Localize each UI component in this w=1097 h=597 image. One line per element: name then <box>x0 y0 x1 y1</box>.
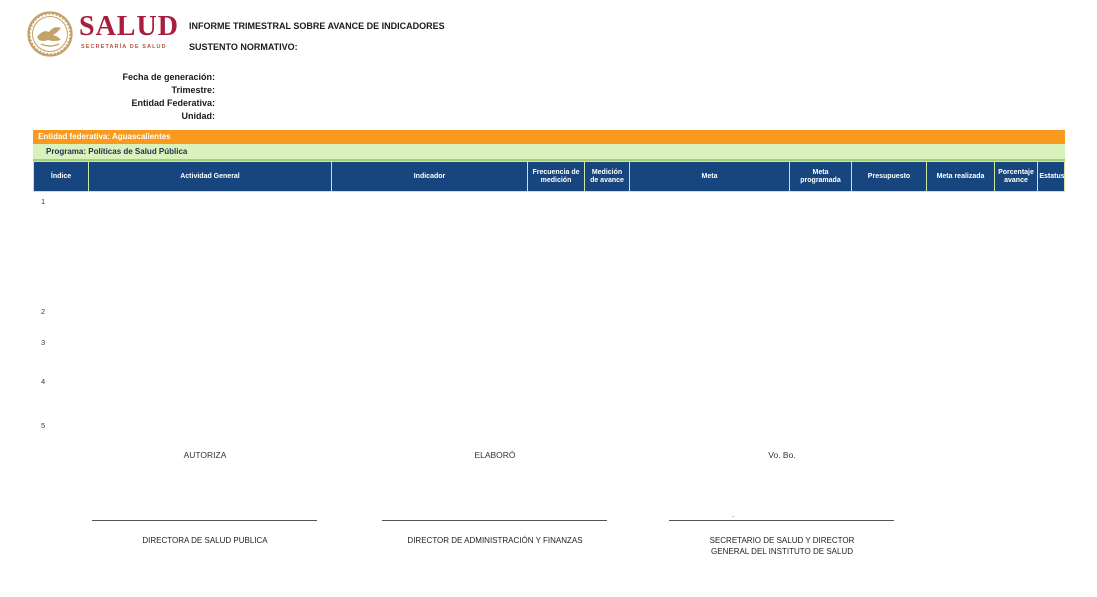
table-body <box>33 192 1065 451</box>
col-header-indice: Índice <box>34 162 89 191</box>
sustento-normativo-label: SUSTENTO NORMATIVO: <box>189 42 298 52</box>
col-header-porcentaje-avance: Porcentaje avance <box>995 162 1038 191</box>
entidad-federativa-label: Entidad Federativa: <box>131 98 215 108</box>
fecha-generacion-label: Fecha de generación: <box>122 72 215 82</box>
eagle-seal-icon <box>27 11 73 57</box>
table-row <box>33 372 1065 416</box>
col-header-meta: Meta <box>630 162 790 191</box>
row-index: 1 <box>41 197 46 206</box>
signature-line <box>92 520 317 521</box>
row-index: 3 <box>41 338 46 347</box>
page-title: INFORME TRIMESTRAL SOBRE AVANCE DE INDICADORES <box>189 21 445 31</box>
col-header-actividad-general: Actividad General <box>89 162 332 191</box>
col-header-presupuesto: Presupuesto <box>852 162 927 191</box>
signature-heading: ELABORÓ <box>474 450 516 460</box>
signature-title: SECRETARIO DE SALUD Y DIRECTOR GENERAL DEL INSTITUTO DE SALUD <box>709 536 855 556</box>
indicadores-table <box>33 161 1065 451</box>
stray-dot: . <box>732 510 735 519</box>
col-header-meta-programada: Meta programada <box>790 162 852 191</box>
signature-title: DIRECTOR DE ADMINISTRACIÓN Y FINANZAS <box>407 536 583 545</box>
logo-subtitle: SECRETARÍA DE SALUD <box>81 44 167 50</box>
programa-banner: Programa: Políticas de Salud Pública <box>33 144 1065 161</box>
table-row <box>33 416 1065 451</box>
signature-line <box>382 520 607 521</box>
meta-fields <box>40 71 215 123</box>
signature-block-elaboro <box>375 450 615 565</box>
col-header-indicador: Indicador <box>332 162 528 191</box>
entidad-federativa-banner: Entidad federativa: Aguascalientes <box>33 130 1065 144</box>
table-row <box>33 302 1065 333</box>
trimestre-label: Trimestre: <box>171 85 215 95</box>
row-index: 2 <box>41 307 46 316</box>
table-header-row <box>33 161 1065 192</box>
signature-block-autoriza <box>85 450 325 565</box>
signature-title: DIRECTORA DE SALUD PUBLICA <box>142 536 268 545</box>
col-header-medicion-avance: Medición de avance <box>585 162 630 191</box>
col-header-frecuencia-medicion: Frecuencia de medición <box>528 162 585 191</box>
logo-brand: SALUD <box>79 11 179 42</box>
row-index: 5 <box>41 421 46 430</box>
signature-block-vobo <box>662 450 902 565</box>
signature-line <box>669 520 894 521</box>
col-header-estatus: Estatus <box>1039 172 1065 180</box>
table-row <box>33 333 1065 372</box>
unidad-label: Unidad: <box>181 111 215 121</box>
signature-heading: Vo. Bo. <box>768 450 796 460</box>
table-row <box>33 192 1065 302</box>
signature-heading: AUTORIZA <box>183 450 227 460</box>
row-index: 4 <box>41 377 46 386</box>
col-header-meta-realizada: Meta realizada <box>927 162 995 191</box>
